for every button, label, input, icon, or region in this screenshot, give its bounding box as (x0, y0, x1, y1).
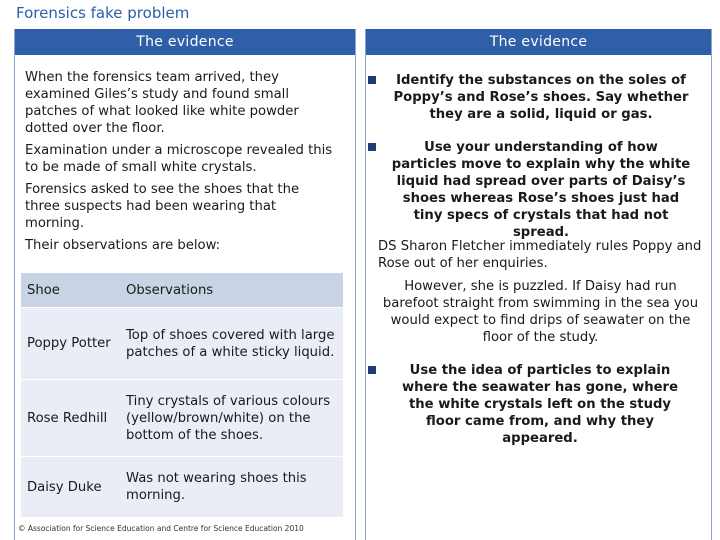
task-text: Use the idea of particles to explain where the seawater has gone, where the white crystals left on the study floor came from, and why they appeared. (401, 363, 679, 446)
table-row (21, 380, 343, 457)
table-header-cell: Shoe (21, 273, 120, 308)
task-text: Use your understanding of how particles move to explain why the white liquid had spread over parts of Daisy’s shoes whereas Rose’s shoes just had tiny specs of crystals that had not spread. (391, 140, 691, 240)
table-cell: Was not wearing shoes this morning. (120, 457, 343, 518)
left-panel-header: The evidence (15, 29, 355, 55)
table-cell: Poppy Potter (21, 308, 120, 380)
table-cell: Rose Redhill (21, 380, 120, 457)
evidence-paragraph: Forensics asked to see the shoes that the three suspects had been wearing that morning. (25, 182, 300, 231)
table-header-row (21, 273, 343, 308)
observations-table (21, 273, 343, 518)
page-title: Forensics fake problem (16, 4, 190, 22)
evidence-paragraph: Examination under a microscope revealed this to be made of small white crystals. (25, 143, 333, 175)
story-paragraph: DS Sharon Fletcher immediately rules Poppy and Rose out of her enquiries. (378, 239, 702, 271)
table-cell: Daisy Duke (21, 457, 120, 518)
right-panel-header: The evidence (366, 29, 711, 55)
table-row (21, 308, 343, 380)
table-cell: Top of shoes covered with large patches of a white sticky liquid. (120, 308, 343, 380)
evidence-paragraph: Their observations are below: (25, 238, 221, 253)
square-bullet-icon (368, 366, 376, 374)
evidence-paragraph: When the forensics team arrived, they examined Giles’s study and found small patches of what looked like white powder dotted over the floor. (25, 70, 299, 136)
square-bullet-icon (368, 143, 376, 151)
square-bullet-icon (368, 76, 376, 84)
task-text: Identify the substances on the soles of Poppy’s and Rose’s shoes. Say whether they are a solid, liquid or gas. (393, 73, 689, 122)
table-header-cell: Observations (120, 273, 343, 308)
table-row (21, 457, 343, 518)
copyright-footer: © Association for Science Education and Centre for Science Education 2010 (18, 524, 304, 533)
story-paragraph: However, she is puzzled. If Daisy had run barefoot straight from swimming in the sea you would expect to find drips of seawater on the floor of the study. (382, 279, 699, 345)
table-cell: Tiny crystals of various colours (yellow/brown/white) on the bottom of the shoes. (120, 380, 343, 457)
